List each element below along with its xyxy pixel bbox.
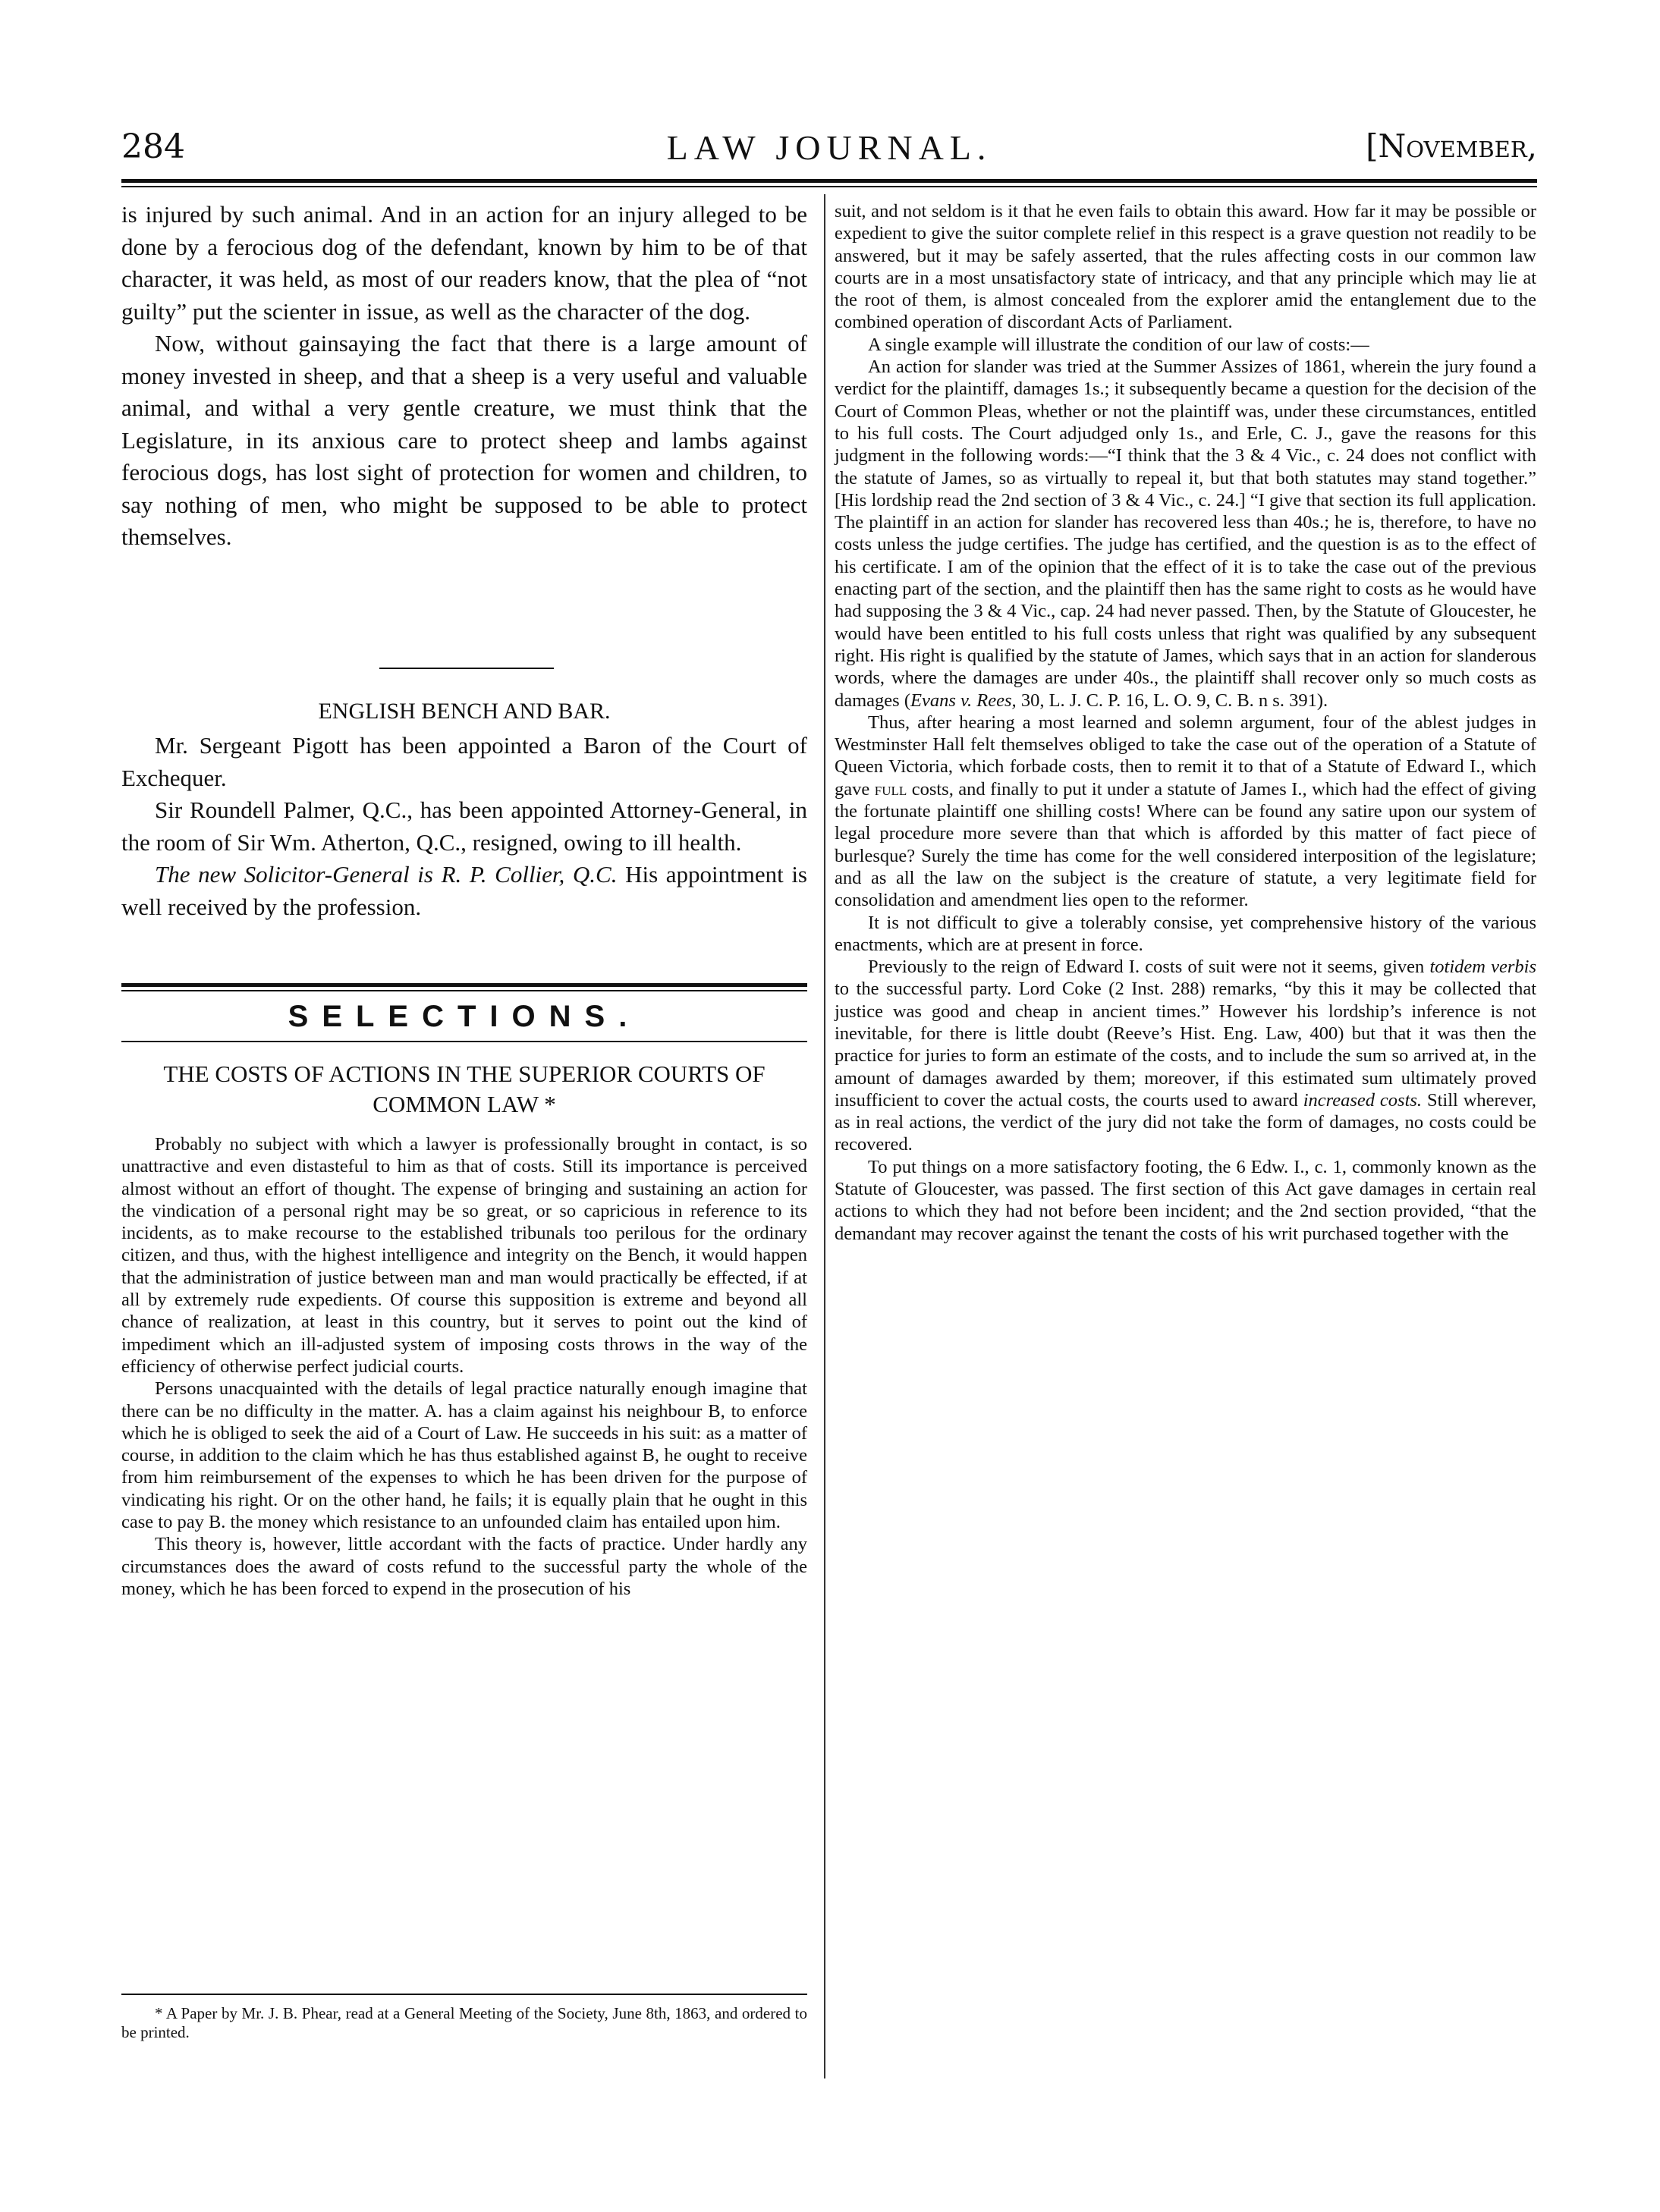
article-title-block	[121, 1059, 807, 1120]
case-citation: Evans v. Rees,	[910, 690, 1017, 711]
paragraph: Persons unacquainted with the details of legal practice naturally enough imagine that there can be no difficulty in the matter. A. has a claim against his neighbour B, to enforce which he is obliged to seek the aid of a Court of Law. He succeeds in his suit: as a matter of course, in addition to the claim which he has thus established against B, he ought to receive from him reimbursement of the expenses to which he has been driven for the purpose of vindicating his right. Or on the other hand, he fails; it is equally plain that he ought in this case to pay B. the money which resistance to an unfounded claim has entailed upon him.	[121, 1378, 807, 1533]
italic-text: totidem verbis	[1429, 957, 1536, 978]
header-rule	[121, 179, 1537, 183]
footnote-rule	[121, 1994, 807, 1995]
paragraph: is injured by such animal. And in an action for an injury alleged to be done by a ferocious dog of the defendant, known by him to be of that character, it was held, as most of our readers know, that the plea of “not guilty” put the scienter in issue, as well as the character of the dog.	[121, 201, 807, 325]
section-heading: ENGLISH BENCH AND BAR.	[318, 699, 611, 724]
text: Thus, after hearing a most learned and solemn argument, four of the ablest judges in Westminster Hall felt themselves obliged to take the case out of the operation of a Statute of Queen Victoria, which forbade costs, then to remit it to that of a Statute of Edward I., which gave	[835, 712, 1536, 800]
footnote	[121, 2004, 807, 2042]
paragraph: This theory is, however, little accordant with the facts of practice. Under hardly any circumstances does the award of costs refund to the successful party the whole of the money, which he has been forced to expend in the prosecution of his	[121, 1534, 807, 1599]
text: 30, L. J. C. P. 16, L. O. 9, C. B. n s. 391).	[1016, 690, 1328, 711]
header-rule-thin	[121, 186, 1537, 187]
footnote-text: * A Paper by Mr. J. B. Phear, read at a General Meeting of the Society, June 8th, 1863, and ordered to be printed.	[121, 2004, 807, 2041]
selections-rule-top	[121, 983, 807, 987]
paragraph: It is not difficult to give a tolerably consise, yet comprehensive history of the various enactments, which are at present in force.	[835, 912, 1536, 955]
bench-and-bar-section	[121, 696, 807, 923]
paragraph: Mr. Sergeant Pigott has been appointed a Baron of the Court of Exchequer.	[121, 732, 807, 791]
text: His appointment is well received by the profession.	[121, 861, 807, 920]
text: Previously to the reign of Edward I. costs of suit were not it seems, given	[868, 957, 1430, 978]
paragraph	[835, 356, 1536, 712]
paragraph	[121, 859, 807, 923]
section-rule	[379, 668, 554, 669]
paragraph: Probably no subject with which a lawyer is professionally brought in contact, is so unattractive and even distasteful to him as that of costs. Still its importance is perceived almost without an effort of thought. The expense of bringing and sustaining an action for the vindication of a personal right may be so great, or so capricious in reference to its incidents, as to make recourse to the established tribunals too perilous for the ordinary citizen, and thus, with the highest intelligence and integrity on the Bench, it would happen that the administration of justice between man and man would practically be effected, if at all by extremely rude expedients. Of course this supposition is extreme and beyond all chance of realization, at least in this country, but it serves to point out the kind of impediment which an ill-adjusted system of imposing costs throws in the way of the efficiency of otherwise perfect judicial courts.	[121, 1134, 807, 1377]
italic-text: increased costs.	[1303, 1089, 1423, 1111]
page-number: 284	[121, 127, 185, 166]
italic-text: The new Solicitor-General is R. P. Collier, Q.C.	[155, 861, 618, 888]
paragraph	[835, 712, 1536, 912]
paragraph	[835, 956, 1536, 1156]
small-caps-word: full	[874, 778, 907, 800]
text: An action for slander was tried at the Summer Assizes of 1861, wherein the jury found a verdict for the plaintiff, damages 1s.; it subsequently became a question for the decision of the Court of Common Pleas, whether or not the plaintiff was, under these circumstances, entitled to his full costs. The Court adjudged only 1s., and Erle, C. J., gave the reasons for this judgment in the following words:—“I think that the 3 & 4 Vic., c. 24 does not conflict with the statute of James, so as virtually to repeal it, but that both statutes may stand together.” [His lordship read the 2nd section of 3 & 4 Vic., c. 24.] “I give that section its full application. The plaintiff in an action for slander has recovered less than 40s.; he is, therefore, to have no costs unless the judge certifies. The judge has certified, and the question is as to the effect of his certificate. I am of the opinion that the effect of it is to take the case out of the previous enacting part of the section, and the plaintiff then has the same right to costs as he would have had supposing the 3 & 4 Vic., cap. 24 had never passed. Then, by the Statute of Gloucester, he would have been entitled to his full costs unless that right was qualified by any subsequent right. His right is qualified by the statute of James, which says that in an action for slanderous words, where the damages are under 40s., the plaintiff shall recover only so much costs as damages (	[835, 357, 1536, 711]
selections-rule-bottom	[121, 1041, 807, 1042]
paragraph: Sir Roundell Palmer, Q.C., has been appointed Attorney-General, in the room of Sir Wm. Atherton, Q.C., resigned, owing to ill health.	[121, 797, 807, 856]
header-month: [November,	[1366, 127, 1537, 165]
paragraph: A single example will illustrate the condition of our law of costs:—	[868, 334, 1369, 355]
paragraph: Now, without gainsaying the fact that there is a large amount of money invested in sheep, and that a sheep is a very useful and valuable animal, and withal a very gentle creature, we must think that the Legislature, in its anxious care to protect sheep and lambs against ferocious dogs, has lost sight of protection for women and children, to say nothing of men, who might be supposed to be able to protect themselves.	[121, 330, 807, 550]
left-column-upper	[121, 199, 807, 554]
column-divider	[824, 194, 825, 2078]
paragraph: To put things on a more satisfactory footing, the 6 Edw. I., c. 1, commonly known as the Statute of Gloucester, was passed. The first section of this Act gave damages in certain real actions to which they had not before been incident; and the 2nd section provided, “that the demandant may recover against the tenant the costs of his writ purchased together with the	[835, 1156, 1536, 1244]
article-body-right	[835, 200, 1536, 1245]
running-header	[121, 127, 1537, 181]
journal-title: LAW JOURNAL.	[666, 128, 992, 167]
text: costs, and finally to put it under a statute of James I., which had the effect of giving the fortunate plaintiff one shilling costs! Where can be found any satire upon our system of legal procedure more severe than that which is afforded by this matter of fact piece of burlesque? Surely the time has come for the well considered interposition of the legislature; and as all the law on the subject is the creature of statute, a very legitimate field for consolidation and amendment lies open to the reformer.	[835, 778, 1537, 911]
selections-heading: SELECTIONS.	[288, 1000, 641, 1033]
selections-rule-top-thin	[121, 990, 807, 991]
text: Still wherever, as in real actions, the verdict of the jury did not take the form of damages, no costs could be recovered.	[835, 1089, 1536, 1155]
paragraph: suit, and not seldom is it that he even fails to obtain this award. How far it may be possible or expedient to give the suitor complete relief in this respect is a grave question not readily to be answered, but it may be safely asserted, that the rules affecting costs in our common law courts are in a most unsatisfactory state of intricacy, and that any principle which may lie at the root of them, is almost concealed from the explorer amid the entanglement due to the combined operation of discordant Acts of Parliament.	[835, 201, 1536, 333]
article-title: THE COSTS OF ACTIONS IN THE SUPERIOR COURTS OF COMMON LAW *	[163, 1060, 766, 1117]
text: to the successful party. Lord Coke (2 Inst. 288) remarks, “by this it may be collected that justice was good and cheap in ancient times.” However his lordship’s inference is not inevitable, for there is little doubt (Reeve’s Hist. Eng. Law, 400) but that it was then the practice for juries to form an estimate of the costs, and to include the sum so arrived at, in the amount of damages awarded by them; moreover, if this estimated sum ultimately proved insufficient to cover the actual costs, the courts used to award	[835, 979, 1536, 1111]
article-body-left	[121, 1133, 807, 1600]
